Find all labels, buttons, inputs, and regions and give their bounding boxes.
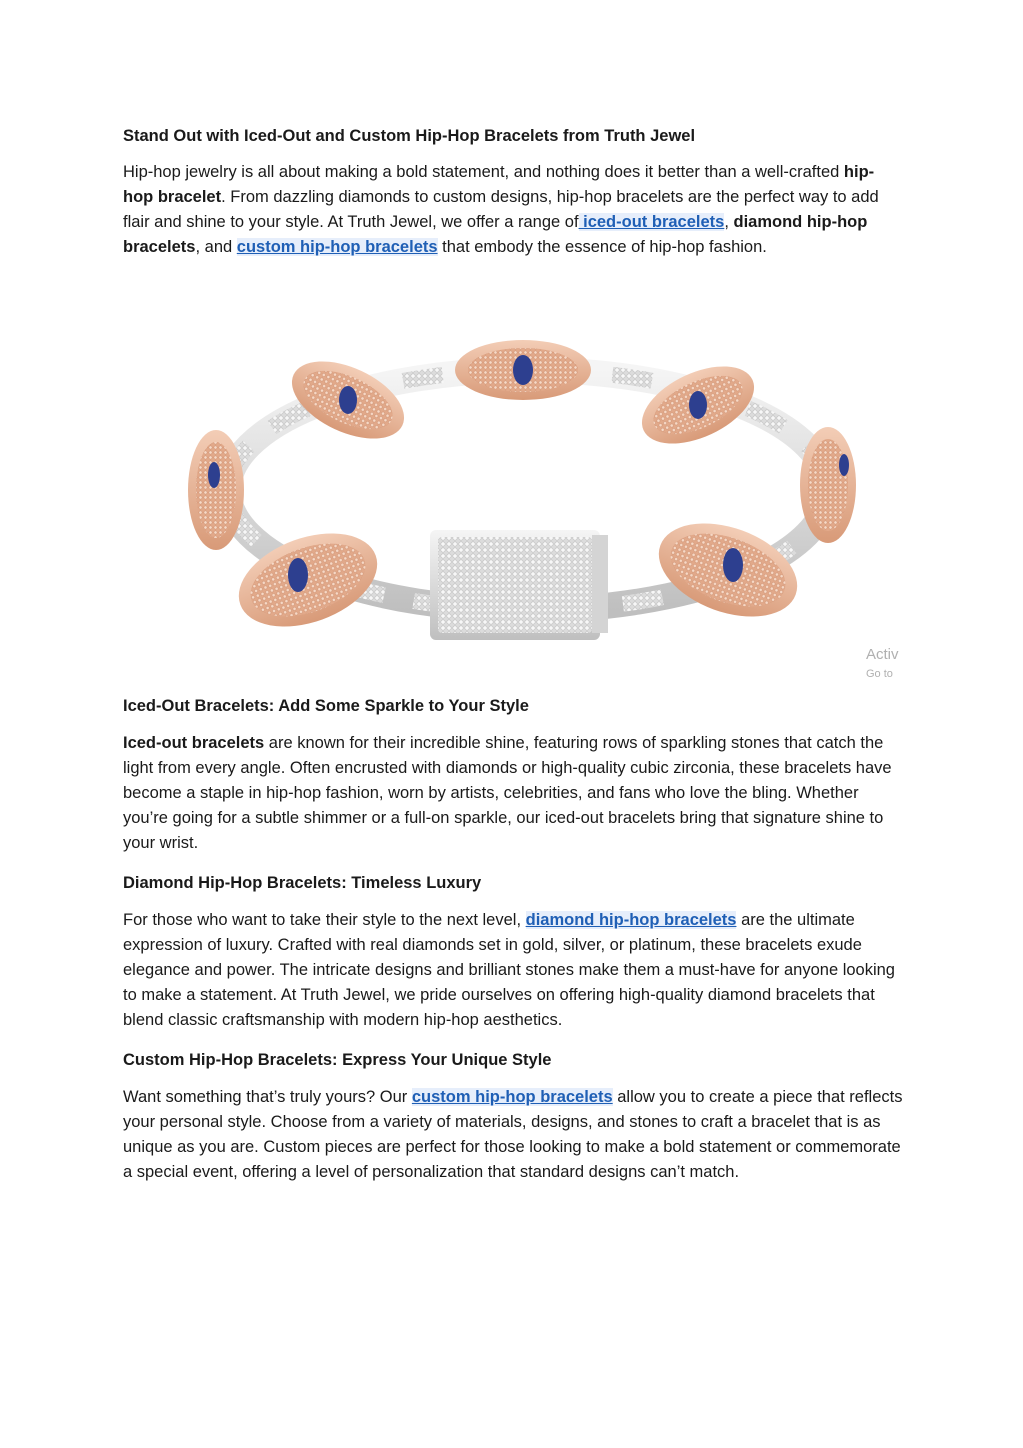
iced-out-paragraph-wrap [123,731,903,856]
custom-body: allow you to create a piece that reflects your personal style. Choose from a variety of materials, designs, and stones to craft a bracelet that is as unique as you are. Custom pieces are perfect for those looking to make a bold statement or commemorate a special event, offering a level of personalization that standard designs can’t match. [123,1088,903,1181]
eye-link-bottom-right [646,506,810,634]
custom-paragraph [123,1085,903,1185]
box-clasp [430,530,608,640]
intro-section [123,124,903,148]
custom-heading: Custom Hip-Hop Bracelets: Express Your Unique Style [123,1051,552,1069]
eye-link-top-left [280,346,416,455]
intro-text-3: that embody the essence of hip-hop fashion. [437,238,767,256]
eye-link-right [800,427,856,543]
custom-bracelets-link[interactable]: custom hip-hop bracelets [236,238,438,256]
diamond-pre: For those who want to take their style to the next level, [123,911,526,929]
iced-out-section [123,694,903,718]
iced-out-paragraph [123,731,903,856]
diamond-paragraph [123,908,903,1033]
eye-link-top [455,340,591,400]
intro-paragraph-wrap [123,160,903,260]
intro-text-1: Hip-hop jewelry is all about making a bold statement, and nothing does it better than a well-crafted [123,163,844,181]
page-title: Stand Out with Iced-Out and Custom Hip-Hop Bracelets from Truth Jewel [123,127,696,145]
diamond-heading: Diamond Hip-Hop Bracelets: Timeless Luxury [123,874,482,892]
custom-paragraph-wrap [123,1085,903,1185]
eye-link-top-right [630,351,766,460]
iced-out-bracelets-link[interactable]: iced-out bracelets [578,213,725,231]
diamond-paragraph-wrap [123,908,903,1033]
hip-hop-bracelet-bold: hip-hop bracelet [123,163,875,206]
custom-section [123,1048,903,1072]
iced-out-body: are known for their incredible shine, featuring rows of sparkling stones that catch the light from every angle. Often encrusted with diamonds or high-quality cubic zirconia, these bracelets have become a staple in hip-hop fashion, worn by artists, celebrities, and fans who love the bling. Whether you’re going for a subtle shimmer or a full-on sparkle, our iced-out bracelets bring that signature shine to your wrist. [123,734,892,852]
iced-out-heading: Iced-Out Bracelets: Add Some Sparkle to Your Style [123,697,529,715]
watermark-goto: Go to [866,668,893,677]
bracelet-image [188,325,868,645]
diamond-section [123,871,903,895]
diamond-bracelets-link[interactable]: diamond hip-hop bracelets [525,911,737,929]
watermark-activate: Activ [866,646,899,663]
intro-paragraph [123,160,903,260]
eye-link-left [188,430,244,550]
diamond-body: are the ultimate expression of luxury. Crafted with real diamonds set in gold, silver, or platinum, these bracelets exude elegance and power. The intricate designs and brilliant stones make them a must-have for anyone looking to make a statement. At Truth Jewel, we pride ourselves on offering high-quality diamond bracelets that blend classic craftsmanship with modern hip-hop aesthetics. [123,911,895,1029]
custom-pre: Want something that’s truly yours? Our [123,1088,412,1106]
intro-comma: , [724,213,734,231]
intro-and: , and [195,238,237,256]
bracelet-illustration [188,325,868,645]
diamond-bracelets-bold: diamond hip-hop bracelets [123,213,868,256]
iced-out-bold: Iced-out bracelets [123,734,265,752]
custom-bracelets-link-2[interactable]: custom hip-hop bracelets [411,1088,613,1106]
intro-text-2: . From dazzling diamonds to custom designs, hip-hop bracelets are the perfect way to add flair and shine to your style. At Truth Jewel, we offer a range of [123,188,879,231]
